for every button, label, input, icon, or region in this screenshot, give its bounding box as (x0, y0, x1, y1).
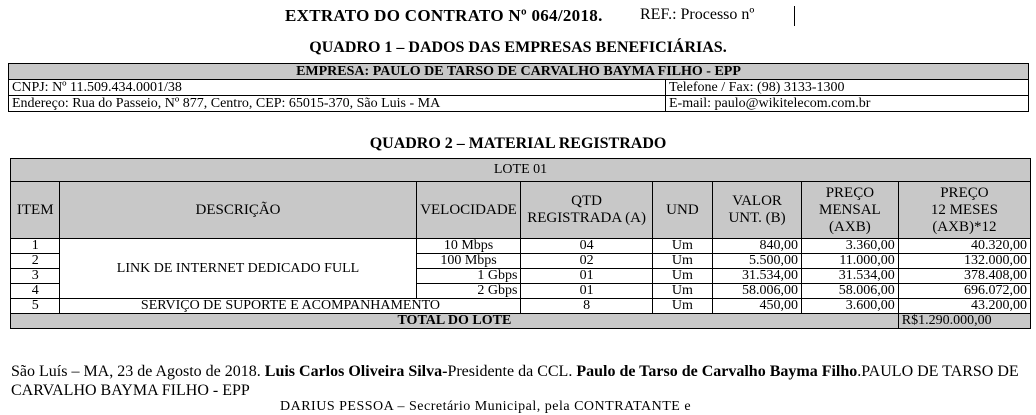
cell-anual: 132.000,00 (898, 254, 1030, 269)
col-velocidade: VELOCIDADE (416, 182, 521, 239)
company-address: Endereço: Rua do Passeio, Nº 877, Centro, CEP: 65015-370, São Luis - MA (9, 96, 666, 112)
company-cnpj: CNPJ: Nº 11.509.434.0001/38 (9, 80, 666, 96)
cell-valor: 31.534,00 (713, 269, 802, 284)
company-email: E-mail: paulo@wikitelecom.com.br (666, 96, 1029, 112)
cell-und: Um (652, 269, 713, 284)
table-row (11, 239, 1031, 254)
cell-qtd: 04 (521, 239, 652, 254)
text-cursor (794, 6, 795, 26)
cell-velocidade: 10 Mbps (416, 239, 521, 254)
col-und: UND (652, 182, 713, 239)
signer1-name: Luis Carlos Oliveira Silva- (264, 363, 448, 380)
cell-valor: 450,00 (713, 299, 802, 314)
table-row (11, 299, 1031, 314)
signer2-name: Paulo de Tarso de Carvalho Bayma Filho (576, 363, 858, 380)
cell-anual: 40.320,00 (898, 239, 1030, 254)
cell-qtd: 02 (521, 254, 652, 269)
company-phone: Telefone / Fax: (98) 3133-1300 (666, 80, 1029, 96)
col-descricao: DESCRIÇÃO (60, 182, 416, 239)
cell-qtd: 01 (521, 284, 652, 299)
cell-und: Um (652, 254, 713, 269)
col-anual (898, 182, 1030, 239)
cut-off-text-line: DARIUS PESSOA – Secretário Municipal, pela CONTRATANTE e (280, 399, 692, 414)
signer1-role: Presidente da CCL. (447, 363, 573, 380)
cell-velocidade: 2 Gbps (416, 284, 521, 299)
col-qtd-line2: REGISTRADA (A) (527, 210, 646, 226)
cell-valor: 5.500,00 (713, 254, 802, 269)
contract-extract-title: EXTRATO DO CONTRATO Nº 064/2018. (285, 6, 603, 25)
cell-mensal: 31.534,00 (801, 269, 898, 284)
cell-und: Um (652, 284, 713, 299)
total-label: TOTAL DO LOTE (11, 314, 899, 329)
col-anual-line2: 12 MESES (930, 201, 998, 218)
cell-mensal: 3.600,00 (801, 299, 898, 314)
cell-qtd: 8 (521, 299, 652, 314)
col-mensal (801, 182, 898, 239)
material-table (10, 158, 1031, 329)
company-name: EMPRESA: PAULO DE TARSO DE CARVALHO BAYMA FILHO - EPP (9, 64, 1029, 80)
cell-group-description: LINK DE INTERNET DEDICADO FULL (60, 239, 416, 299)
col-mensal-line1: PREÇO (825, 184, 875, 201)
quadro1-title: QUADRO 1 – DADOS DAS EMPRESAS BENEFICIÁRIAS. (309, 39, 727, 56)
cell-mensal: 58.006,00 (801, 284, 898, 299)
cell-anual: 696.072,00 (898, 284, 1030, 299)
cell-velocidade: 1 Gbps (416, 269, 521, 284)
col-valor (713, 182, 802, 239)
cell-velocidade: 100 Mbps (416, 254, 521, 269)
total-value: R$1.290.000,00 (898, 314, 1030, 329)
cell-item: 5 (11, 299, 60, 314)
process-reference: REF.: Processo nº (640, 6, 755, 23)
cell-valor: 840,00 (713, 239, 802, 254)
quadro2-title: QUADRO 2 – MATERIAL REGISTRADO (369, 135, 667, 152)
cell-service-description: SERVIÇO DE SUPORTE E ACOMPANHAMENTO (60, 299, 521, 314)
cell-item: 4 (11, 284, 60, 299)
col-mensal-line2: MENSAL (819, 201, 881, 218)
cell-mensal: 11.000,00 (801, 254, 898, 269)
col-mensal-line3: (AXB) (829, 218, 871, 235)
cell-anual: 378.408,00 (898, 269, 1030, 284)
signature-paragraph (11, 362, 1033, 400)
cell-anual: 43.200,00 (898, 299, 1030, 314)
col-qtd-line1: QTD (571, 193, 602, 209)
cell-item: 3 (11, 269, 60, 284)
cell-und: Um (652, 239, 713, 254)
total-row (11, 314, 1031, 329)
signer2-role: .PAULO DE TARSO DE CARVALHO BAYMA FILHO - EPP (11, 363, 1019, 399)
cell-qtd: 01 (521, 269, 652, 284)
cell-item: 2 (11, 254, 60, 269)
cell-item: 1 (11, 239, 60, 254)
col-valor-line1: VALOR (732, 193, 782, 209)
col-valor-line2: UNT. (B) (728, 210, 786, 226)
lote-header: LOTE 01 (11, 159, 1031, 182)
place-date: São Luís – MA, 23 de Agosto de 2018. (11, 363, 261, 380)
cell-mensal: 3.360,00 (801, 239, 898, 254)
col-qtd (521, 182, 652, 239)
company-data-table (8, 63, 1029, 112)
col-item: ITEM (11, 182, 60, 239)
cell-valor: 58.006,00 (713, 284, 802, 299)
col-anual-line3: (AXB)*12 (932, 218, 997, 235)
cell-und: Um (652, 299, 713, 314)
document-title (0, 6, 1036, 26)
col-anual-line1: PREÇO (940, 184, 989, 201)
